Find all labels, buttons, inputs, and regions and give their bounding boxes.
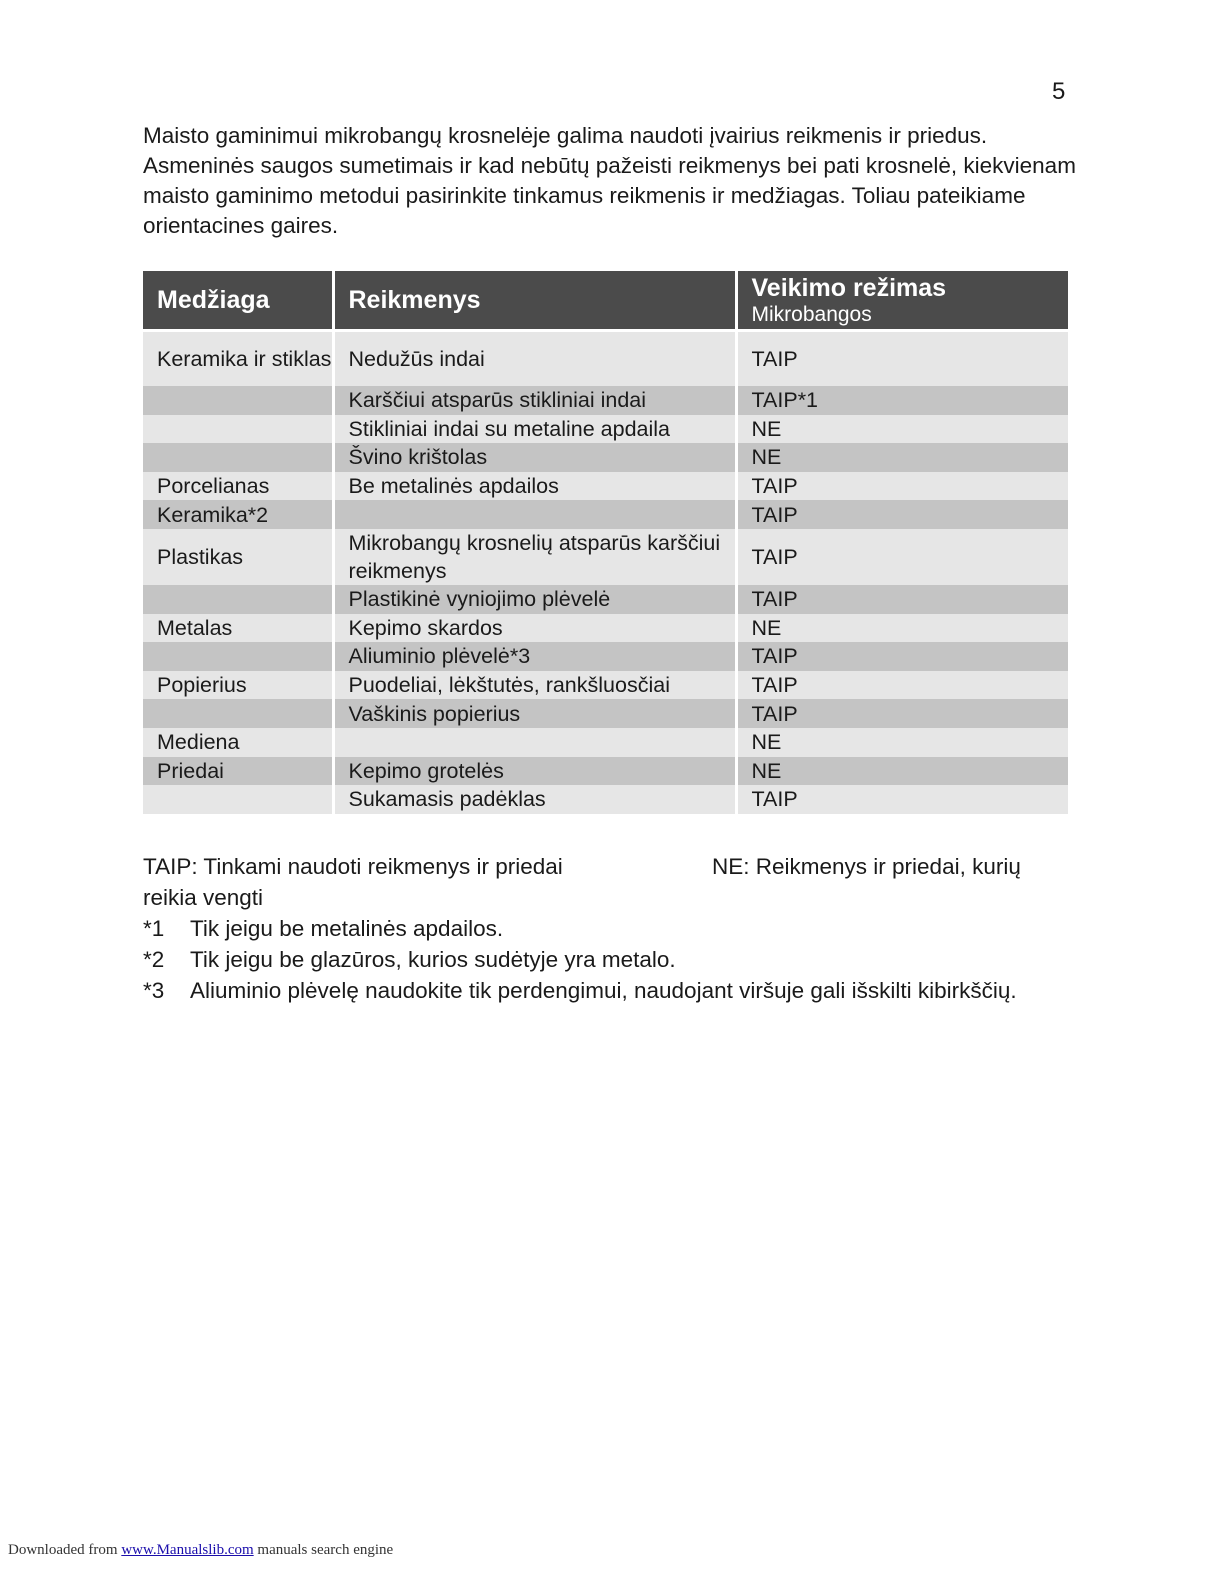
- table-row: [143, 415, 1068, 444]
- footer-prefix: Downloaded from: [8, 1542, 118, 1558]
- table-header-row: [143, 271, 1068, 331]
- cell-mode: NE: [736, 443, 1068, 472]
- cell-utensil: Nedužūs indai: [333, 331, 736, 387]
- intro-paragraph: Maisto gaminimui mikrobangų krosnelėje galima naudoti įvairius reikmenis ir priedus. Asmeninės saugos sumetimais ir kad nebūtų pažeisti reikmenys bei pati krosnelė, kiekvienam maisto gaminimo metodui pasirinkite tinkamus reikmenis ir medžiagas. Toliau pateikiame orientacines gaires.: [143, 123, 1076, 238]
- cell-mode: TAIP: [736, 331, 1068, 387]
- table-row: [143, 472, 1068, 501]
- legend-ne-continued: reikia vengti: [143, 885, 264, 910]
- cell-utensil: Vaškinis popierius: [333, 699, 736, 728]
- table-row: [143, 699, 1068, 728]
- cell-utensil: [333, 500, 736, 529]
- cell-utensil: Kepimo skardos: [333, 614, 736, 643]
- cell-utensil: Mikrobangų krosnelių atsparūs karščiui reikmenys: [333, 529, 736, 585]
- cell-material: [143, 415, 333, 444]
- footnote-2: [143, 944, 1068, 975]
- cell-material: Plastikas: [143, 529, 333, 585]
- cell-mode: NE: [736, 415, 1068, 444]
- table-row: [143, 642, 1068, 671]
- footer-suffix: manuals search engine: [257, 1542, 394, 1558]
- cell-material: Porcelianas: [143, 472, 333, 501]
- legend-row: [143, 851, 1068, 882]
- cell-utensil: [333, 728, 736, 757]
- cell-material: [143, 642, 333, 671]
- cell-material: Priedai: [143, 757, 333, 786]
- cell-utensil: Aliuminio plėvelė*3: [333, 642, 736, 671]
- cell-material: Mediena: [143, 728, 333, 757]
- manualslib-link[interactable]: www.Manualslib.com: [121, 1542, 254, 1558]
- table-row: [143, 785, 1068, 814]
- cell-mode: TAIP*1: [736, 386, 1068, 415]
- table-row: [143, 529, 1068, 585]
- table-row: [143, 614, 1068, 643]
- cell-utensil: Stikliniai indai su metaline apdaila: [333, 415, 736, 444]
- footnote-text: Tik jeigu be glazūros, kurios sudėtyje yra metalo.: [190, 947, 676, 972]
- cell-utensil: Švino krištolas: [333, 443, 736, 472]
- cell-mode: TAIP: [736, 642, 1068, 671]
- cell-mode: TAIP: [736, 472, 1068, 501]
- table-row: [143, 585, 1068, 614]
- cell-material: Keramika*2: [143, 500, 333, 529]
- footnote-mark: *2: [143, 947, 165, 972]
- footnote-text: Aliuminio plėvelę naudokite tik perdengimui, naudojant viršuje gali išskilti kibirkščių.: [190, 978, 1017, 1003]
- page-number: 5: [1052, 78, 1066, 105]
- legend-ne: NE: Reikmenys ir priedai, kurių: [712, 854, 1021, 879]
- legend-taip: TAIP: Tinkami naudoti reikmenys ir priedai: [143, 854, 563, 879]
- table-row: [143, 386, 1068, 415]
- header-mode: [736, 271, 1068, 331]
- cell-material: [143, 443, 333, 472]
- footnote-mark: *1: [143, 916, 165, 941]
- cell-utensil: Puodeliai, lėkštutės, rankšluosčiai: [333, 671, 736, 700]
- footnote-1: [143, 913, 1068, 944]
- header-mode-sub: Mikrobangos: [751, 303, 872, 326]
- cell-mode: TAIP: [736, 585, 1068, 614]
- table-row: [143, 443, 1068, 472]
- footnote-mark: *3: [143, 978, 165, 1003]
- cell-material: [143, 386, 333, 415]
- table-row: [143, 728, 1068, 757]
- cell-mode: NE: [736, 757, 1068, 786]
- cell-mode: NE: [736, 614, 1068, 643]
- table-row: [143, 500, 1068, 529]
- download-footer: [8, 1542, 393, 1559]
- cell-mode: TAIP: [736, 699, 1068, 728]
- cell-material: [143, 699, 333, 728]
- cell-utensil: Karščiui atsparūs stikliniai indai: [333, 386, 736, 415]
- header-material: Medžiaga: [143, 271, 333, 331]
- cell-material: Popierius: [143, 671, 333, 700]
- legend-block: [143, 851, 1068, 1006]
- cell-utensil: Be metalinės apdailos: [333, 472, 736, 501]
- footnote-text: Tik jeigu be metalinės apdailos.: [190, 916, 504, 941]
- cell-material: Metalas: [143, 614, 333, 643]
- utensils-table: [143, 271, 1068, 814]
- footnote-3: [143, 975, 1068, 1006]
- cell-utensil: Kepimo grotelės: [333, 757, 736, 786]
- cell-mode: NE: [736, 728, 1068, 757]
- cell-utensil: Plastikinė vyniojimo plėvelė: [333, 585, 736, 614]
- header-utensils: Reikmenys: [333, 271, 736, 331]
- cell-material: [143, 585, 333, 614]
- table-row: [143, 757, 1068, 786]
- cell-material: Keramika ir stiklas: [143, 331, 333, 387]
- header-mode-title: Veikimo režimas: [751, 274, 947, 302]
- cell-mode: TAIP: [736, 500, 1068, 529]
- cell-material: [143, 785, 333, 814]
- cell-mode: TAIP: [736, 529, 1068, 585]
- cell-utensil: Sukamasis padėklas: [333, 785, 736, 814]
- cell-mode: TAIP: [736, 671, 1068, 700]
- table-row: [143, 331, 1068, 387]
- cell-mode: TAIP: [736, 785, 1068, 814]
- table-row: [143, 671, 1068, 700]
